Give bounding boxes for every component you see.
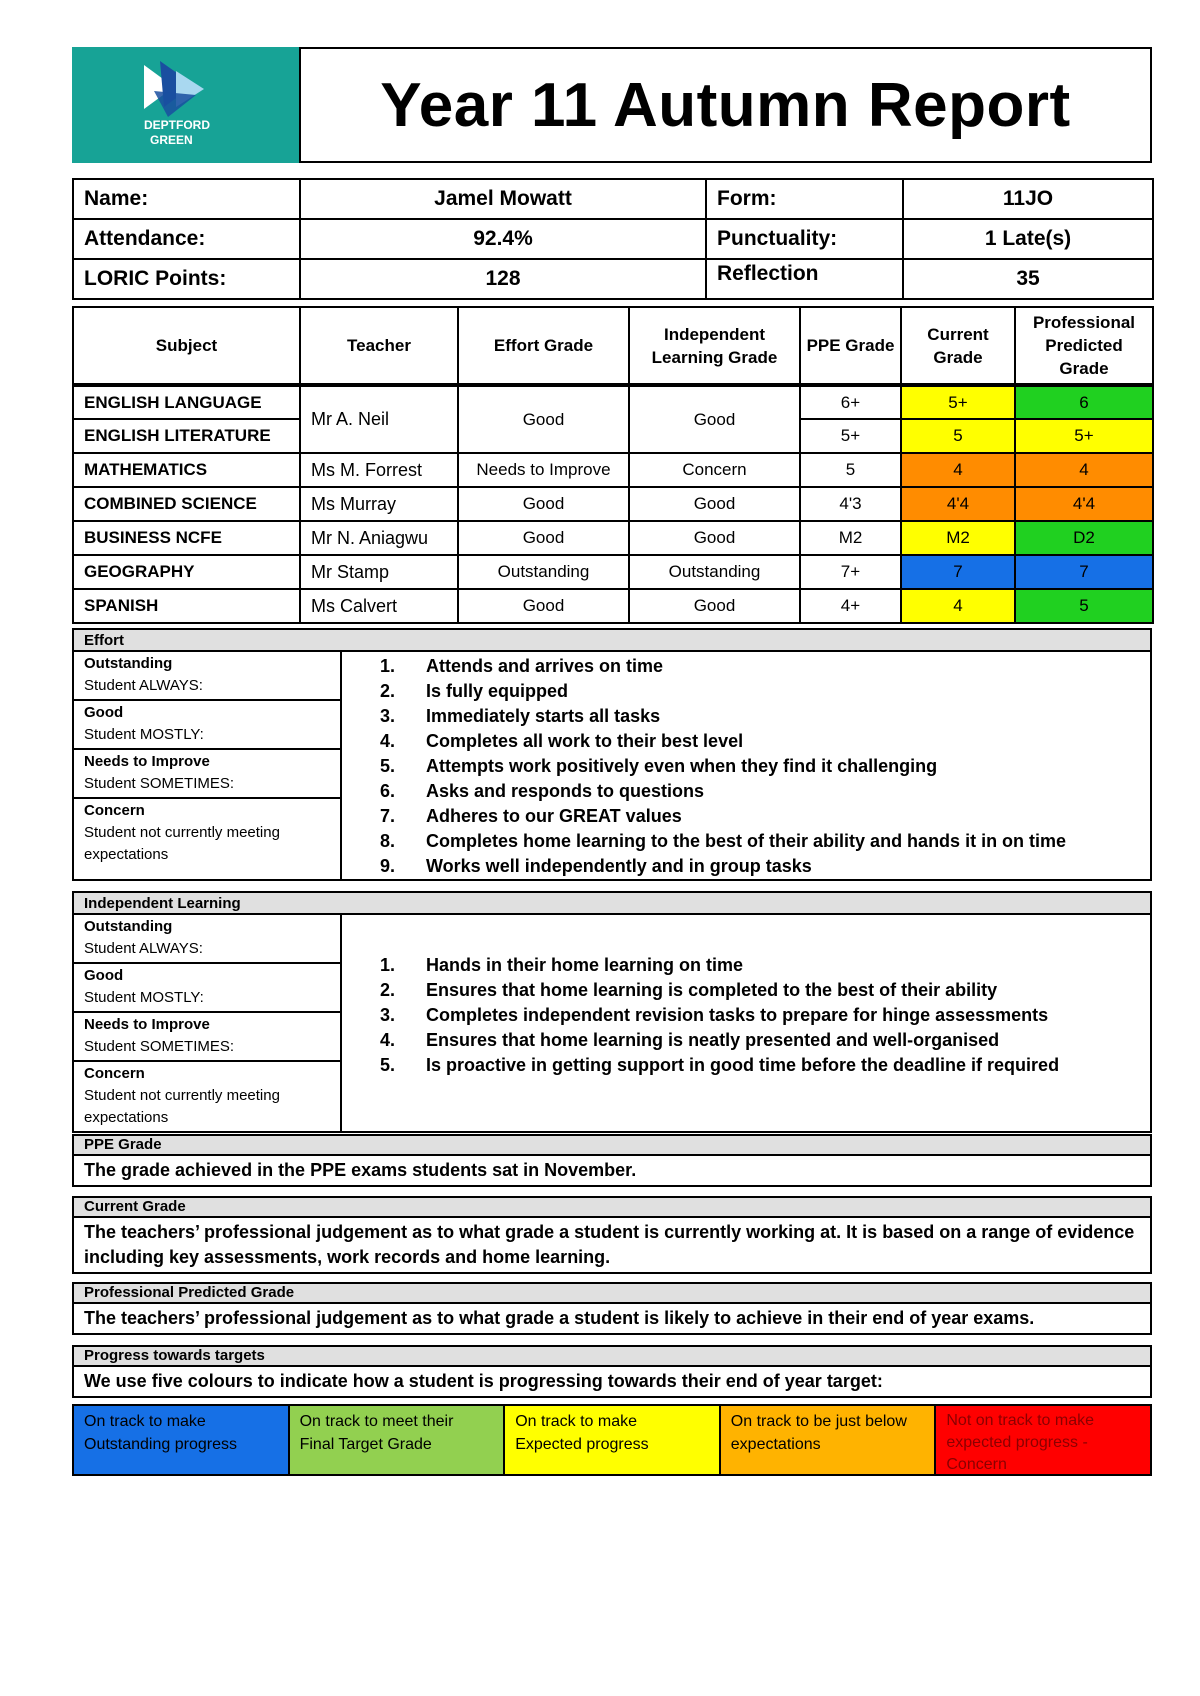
current-cell: 7: [901, 555, 1015, 589]
level-item: Needs to Improve Student SOMETIMES:: [74, 1013, 340, 1062]
deptford-green-logo-icon: [72, 47, 300, 163]
teacher-cell: Mr Stamp: [300, 555, 458, 589]
teacher-cell: Ms Calvert: [300, 589, 458, 623]
level-item: Good Student MOSTLY:: [74, 701, 340, 750]
definition-text: The teachers’ professional judgement as to what grade a student is currently working at. It is based on a range of evidence including key assessments, work records and home learning.: [72, 1218, 1152, 1274]
definition-title: Progress towards targets: [72, 1345, 1152, 1367]
legend-expected: On track to make Expected progress: [505, 1406, 721, 1474]
subject-cell: BUSINESS NCFE: [73, 521, 300, 555]
list-item: 5. Is proactive in getting support in good time before the deadline if required: [380, 1055, 1060, 1075]
il-cell: Good: [629, 385, 800, 453]
loric-value: 128: [300, 259, 706, 299]
svg-text:DEPTFORD: DEPTFORD: [144, 118, 210, 132]
list-item: 3. Immediately starts all tasks: [380, 706, 661, 726]
level-item: Concern Student not currently meeting expectations: [84, 802, 280, 863]
ppe-cell: 5+: [800, 419, 901, 453]
predicted-cell: 4: [1015, 453, 1153, 487]
current-cell: 4: [901, 453, 1015, 487]
list-item: 3. Completes independent revision tasks to prepare for hinge assessments: [380, 1005, 1049, 1025]
list-item: 4. Completes all work to their best level: [380, 731, 744, 751]
definition-text: The grade achieved in the PPE exams students sat in November.: [72, 1156, 1152, 1187]
il-section-title: Independent Learning: [74, 893, 1150, 915]
header-predicted: Professional Predicted Grade: [1015, 307, 1153, 385]
list-item: 7. Adheres to our GREAT values: [380, 806, 682, 826]
form-label: Form:: [706, 179, 903, 219]
table-row: [73, 453, 1153, 487]
definition-title: PPE Grade: [72, 1134, 1152, 1156]
effort-cell: Good: [458, 385, 629, 453]
current-cell: 4'4: [901, 487, 1015, 521]
ppe-definition: [72, 1134, 1152, 1187]
il-cell: Good: [629, 487, 800, 521]
subject-cell: GEOGRAPHY: [73, 555, 300, 589]
list-item: 4. Ensures that home learning is neatly presented and well-organised: [380, 1030, 1000, 1050]
il-cell: Outstanding: [629, 555, 800, 589]
progress-definition: [72, 1345, 1152, 1398]
header-subject: Subject: [73, 307, 300, 385]
table-row: [73, 385, 1153, 419]
ppe-cell: 5: [800, 453, 901, 487]
il-cell: Concern: [629, 453, 800, 487]
header-ppe: PPE Grade: [800, 307, 901, 385]
list-item: 5. Attempts work positively even when they find it challenging: [380, 756, 938, 776]
list-item: 6. Asks and responds to questions: [380, 781, 705, 801]
attendance-label: Attendance:: [73, 219, 300, 259]
legend-on-target: On track to meet their Final Target Grade: [290, 1406, 506, 1474]
ppe-cell: 4'3: [800, 487, 901, 521]
subject-cell: ENGLISH LITERATURE: [73, 419, 300, 453]
list-item: 9. Works well independently and in group tasks: [380, 856, 812, 876]
definition-title: Professional Predicted Grade: [72, 1282, 1152, 1304]
header-teacher: Teacher: [300, 307, 458, 385]
definition-text: We use five colours to indicate how a student is progressing towards their end of year target:: [72, 1367, 1152, 1398]
effort-cell: Good: [458, 487, 629, 521]
independent-learning-section: [72, 891, 1152, 1133]
loric-label: LORIC Points:: [73, 259, 300, 299]
list-item: 8. Completes home learning to the best of their ability and hands it in on time: [380, 831, 1067, 851]
school-logo: [72, 47, 300, 163]
effort-cell: Good: [458, 521, 629, 555]
list-item: 2. Is fully equipped: [380, 681, 569, 701]
table-row: [73, 589, 1153, 623]
current-cell: 4: [901, 589, 1015, 623]
predicted-cell: 5: [1015, 589, 1153, 623]
reflection-label: Reflection: [706, 259, 903, 299]
effort-criteria: [342, 652, 1150, 879]
level-item: Needs to Improve Student SOMETIMES:: [74, 750, 340, 799]
predicted-cell: 5+: [1015, 419, 1153, 453]
table-row: [73, 555, 1153, 589]
definition-text: The teachers’ professional judgement as to what grade a student is likely to achieve in their end of year exams.: [72, 1304, 1152, 1335]
subject-cell: MATHEMATICS: [73, 453, 300, 487]
level-item: Outstanding Student ALWAYS:: [74, 652, 340, 701]
effort-section-title: Effort: [74, 630, 1150, 652]
header-current: Current Grade: [901, 307, 1015, 385]
name-label: Name:: [73, 179, 300, 219]
ppe-cell: 7+: [800, 555, 901, 589]
predicted-cell: 6: [1015, 385, 1153, 419]
teacher-cell: Mr A. Neil: [300, 385, 458, 453]
teacher-cell: Mr N. Aniagwu: [300, 521, 458, 555]
student-name: Jamel Mowatt: [300, 179, 706, 219]
punctuality-label: Punctuality:: [706, 219, 903, 259]
level-item: Concern Student not currently meeting expectations: [84, 1065, 280, 1126]
level-item: Outstanding Student ALWAYS:: [74, 915, 340, 964]
teacher-cell: Ms M. Forrest: [300, 453, 458, 487]
effort-levels: [74, 652, 342, 879]
student-form: 11JO: [903, 179, 1153, 219]
legend-outstanding: On track to make Outstanding progress: [74, 1406, 290, 1474]
grades-table: [72, 306, 1154, 624]
table-row: [73, 521, 1153, 555]
predicted-cell: 7: [1015, 555, 1153, 589]
definition-title: Current Grade: [72, 1196, 1152, 1218]
svg-text:GREEN: GREEN: [150, 133, 193, 147]
current-cell: 5+: [901, 385, 1015, 419]
legend-just-below: On track to be just below expectations: [721, 1406, 937, 1474]
il-levels: [74, 915, 342, 1131]
effort-cell: Needs to Improve: [458, 453, 629, 487]
ppe-cell: 6+: [800, 385, 901, 419]
effort-cell: Good: [458, 589, 629, 623]
current-grade-definition: [72, 1196, 1152, 1274]
legend-concern: Not on track to make expected progress - Concern: [936, 1406, 1150, 1474]
predicted-cell: D2: [1015, 521, 1153, 555]
level-item: Good Student MOSTLY:: [74, 964, 340, 1013]
attendance-value: 92.4%: [300, 219, 706, 259]
student-info-table: [72, 178, 1154, 300]
progress-colour-legend: [72, 1404, 1152, 1476]
il-criteria: [342, 915, 1150, 1131]
teacher-cell: Ms Murray: [300, 487, 458, 521]
header-effort: Effort Grade: [458, 307, 629, 385]
page-title: Year 11 Autumn Report: [380, 70, 1071, 140]
predicted-cell: 4'4: [1015, 487, 1153, 521]
grades-header-row: [73, 307, 1153, 385]
list-item: 2. Ensures that home learning is completed to the best of their ability: [380, 980, 998, 1000]
list-item: 1. Attends and arrives on time: [380, 656, 664, 676]
subject-cell: ENGLISH LANGUAGE: [73, 385, 300, 419]
ppe-cell: M2: [800, 521, 901, 555]
table-row: [73, 487, 1153, 521]
report-title-box: [299, 47, 1152, 163]
il-cell: Good: [629, 589, 800, 623]
reflection-value: 35: [903, 259, 1153, 299]
punctuality-value: 1 Late(s): [903, 219, 1153, 259]
ppe-cell: 4+: [800, 589, 901, 623]
header-independent-learning: Independent Learning Grade: [629, 307, 800, 385]
current-cell: 5: [901, 419, 1015, 453]
predicted-grade-definition: [72, 1282, 1152, 1335]
effort-cell: Outstanding: [458, 555, 629, 589]
current-cell: M2: [901, 521, 1015, 555]
list-item: 1. Hands in their home learning on time: [380, 955, 744, 975]
il-cell: Good: [629, 521, 800, 555]
effort-section: [72, 628, 1152, 881]
subject-cell: SPANISH: [73, 589, 300, 623]
subject-cell: COMBINED SCIENCE: [73, 487, 300, 521]
